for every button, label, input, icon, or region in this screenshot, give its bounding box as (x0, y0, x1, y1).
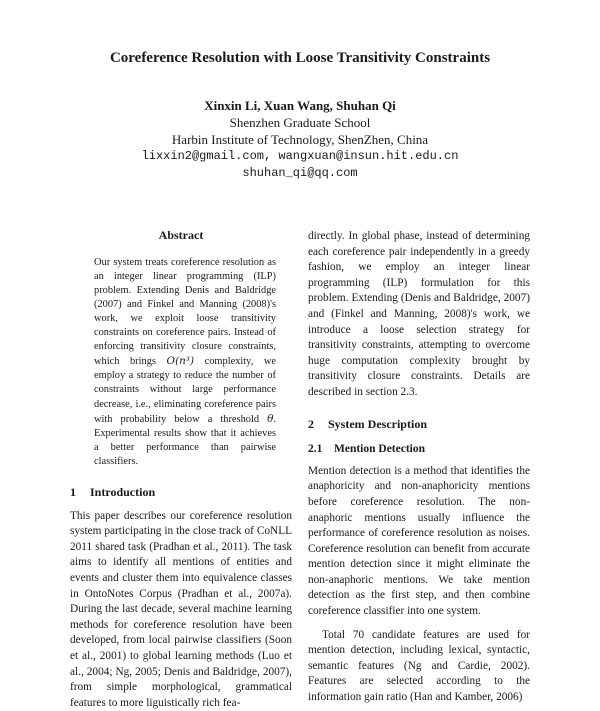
abstract-text-part2: complexity, we employ a strategy to reduce the number of constraints without large performance decrease, i.e., eliminating coreference pairs with probability below a threshold (94, 356, 276, 425)
mention-detection-paragraph-1: Mention detection is a method that identifies the anaphoricity and non-anaphoricity mentions before coreference resolution. The non-anaphoric mentions usually influence the performance of coreference resolution as noises. Coreference resolution can benefit from accurate mention detection since it might eliminate the non-anaphoric mentions. We take mention detection as the first step, and then combine coreference classifier into one system. (308, 464, 530, 618)
mention-detection-paragraph-2: Total 70 candidate features are used for mention detection, including lexical, syntactic, semantic features (Ng and Cardie, 2002). Features are selected according to the information gain ratio (Han and Kamber, 2006) (308, 628, 530, 704)
paper-title: Coreference Resolution with Loose Transitivity Constraints (109, 50, 491, 66)
abstract-text-part3: . Experimental results show that it achieves a better performance than pairwise classifiers. (94, 413, 276, 467)
affiliation: Shenzhen Graduate School (229, 115, 371, 130)
author-emails-line2: shuhan_qi@qq.com (242, 166, 358, 180)
left-column (70, 228, 292, 711)
continuation-paragraph: directly. In global phase, instead of determining each coreference pair independently in a greedy fashion, we employ an integer linear programming (ILP) formulation for this problem. Extending (Denis and Baldridge, 2007) and (Finkel and Manning, 2008)'s work, we introduce a loose selection strategy for transitivity constraints, attempting to overcome huge computation complexity brought by transitivity closure constraints. Details are described in section 2.3. (308, 230, 530, 398)
section-title: System Description (328, 416, 427, 431)
section-heading-introduction (70, 485, 292, 501)
section-number: 2 (308, 416, 314, 431)
institute: Harbin Institute of Technology, ShenZhen, China (171, 132, 429, 147)
subsection-title: Mention Detection (334, 443, 426, 456)
subsection-heading-mention-detection (308, 442, 530, 458)
threshold-symbol: θ (267, 412, 274, 425)
abstract-heading: Abstract (158, 228, 204, 242)
author-names: Xinxin Li, Xuan Wang, Shuhan Qi (204, 98, 396, 113)
section-heading-system-description (308, 417, 530, 433)
section-title: Introduction (90, 485, 156, 499)
subsection-number: 2.1 (308, 443, 323, 456)
section-number: 1 (70, 485, 76, 499)
author-block (0, 97, 600, 182)
right-column (308, 229, 530, 706)
abstract-text-part1: Our system treats coreference resolution as an integer linear programming (ILP) problem. Extending Denis and Baldridge (2007) and Finkel and Manning (2008)'s work, we exploit loose transitivity constraints on coreference pairs. Instead of enforcing transitivity closure constraints, which brings (94, 256, 276, 368)
author-emails-line1: lixxin2@gmail.com, wangxuan@insun.hit.edu.cn (141, 149, 459, 163)
abstract-text (94, 256, 276, 469)
introduction-text: This paper describes our coreference resolution system participating in the close track of CoNLL 2011 shared task (Pradhan et al., 2011). The task aims to identify all mentions of entities and events and cluster them into equivalence classes in OntoNotes Corpus (Pradhan et al., 2007a). During the last decade, several machine learning methods for coreference resolution have been developed, from local pairwise classifiers (Soon et al., 2001) to global learning methods (Luo et al., 2004; Ng, 2005; Denis and Baldridge, 2007), from simple morphological, grammatical features to more liguistically rich fea- (70, 509, 292, 709)
complexity-formula: O(n³) (166, 355, 195, 368)
